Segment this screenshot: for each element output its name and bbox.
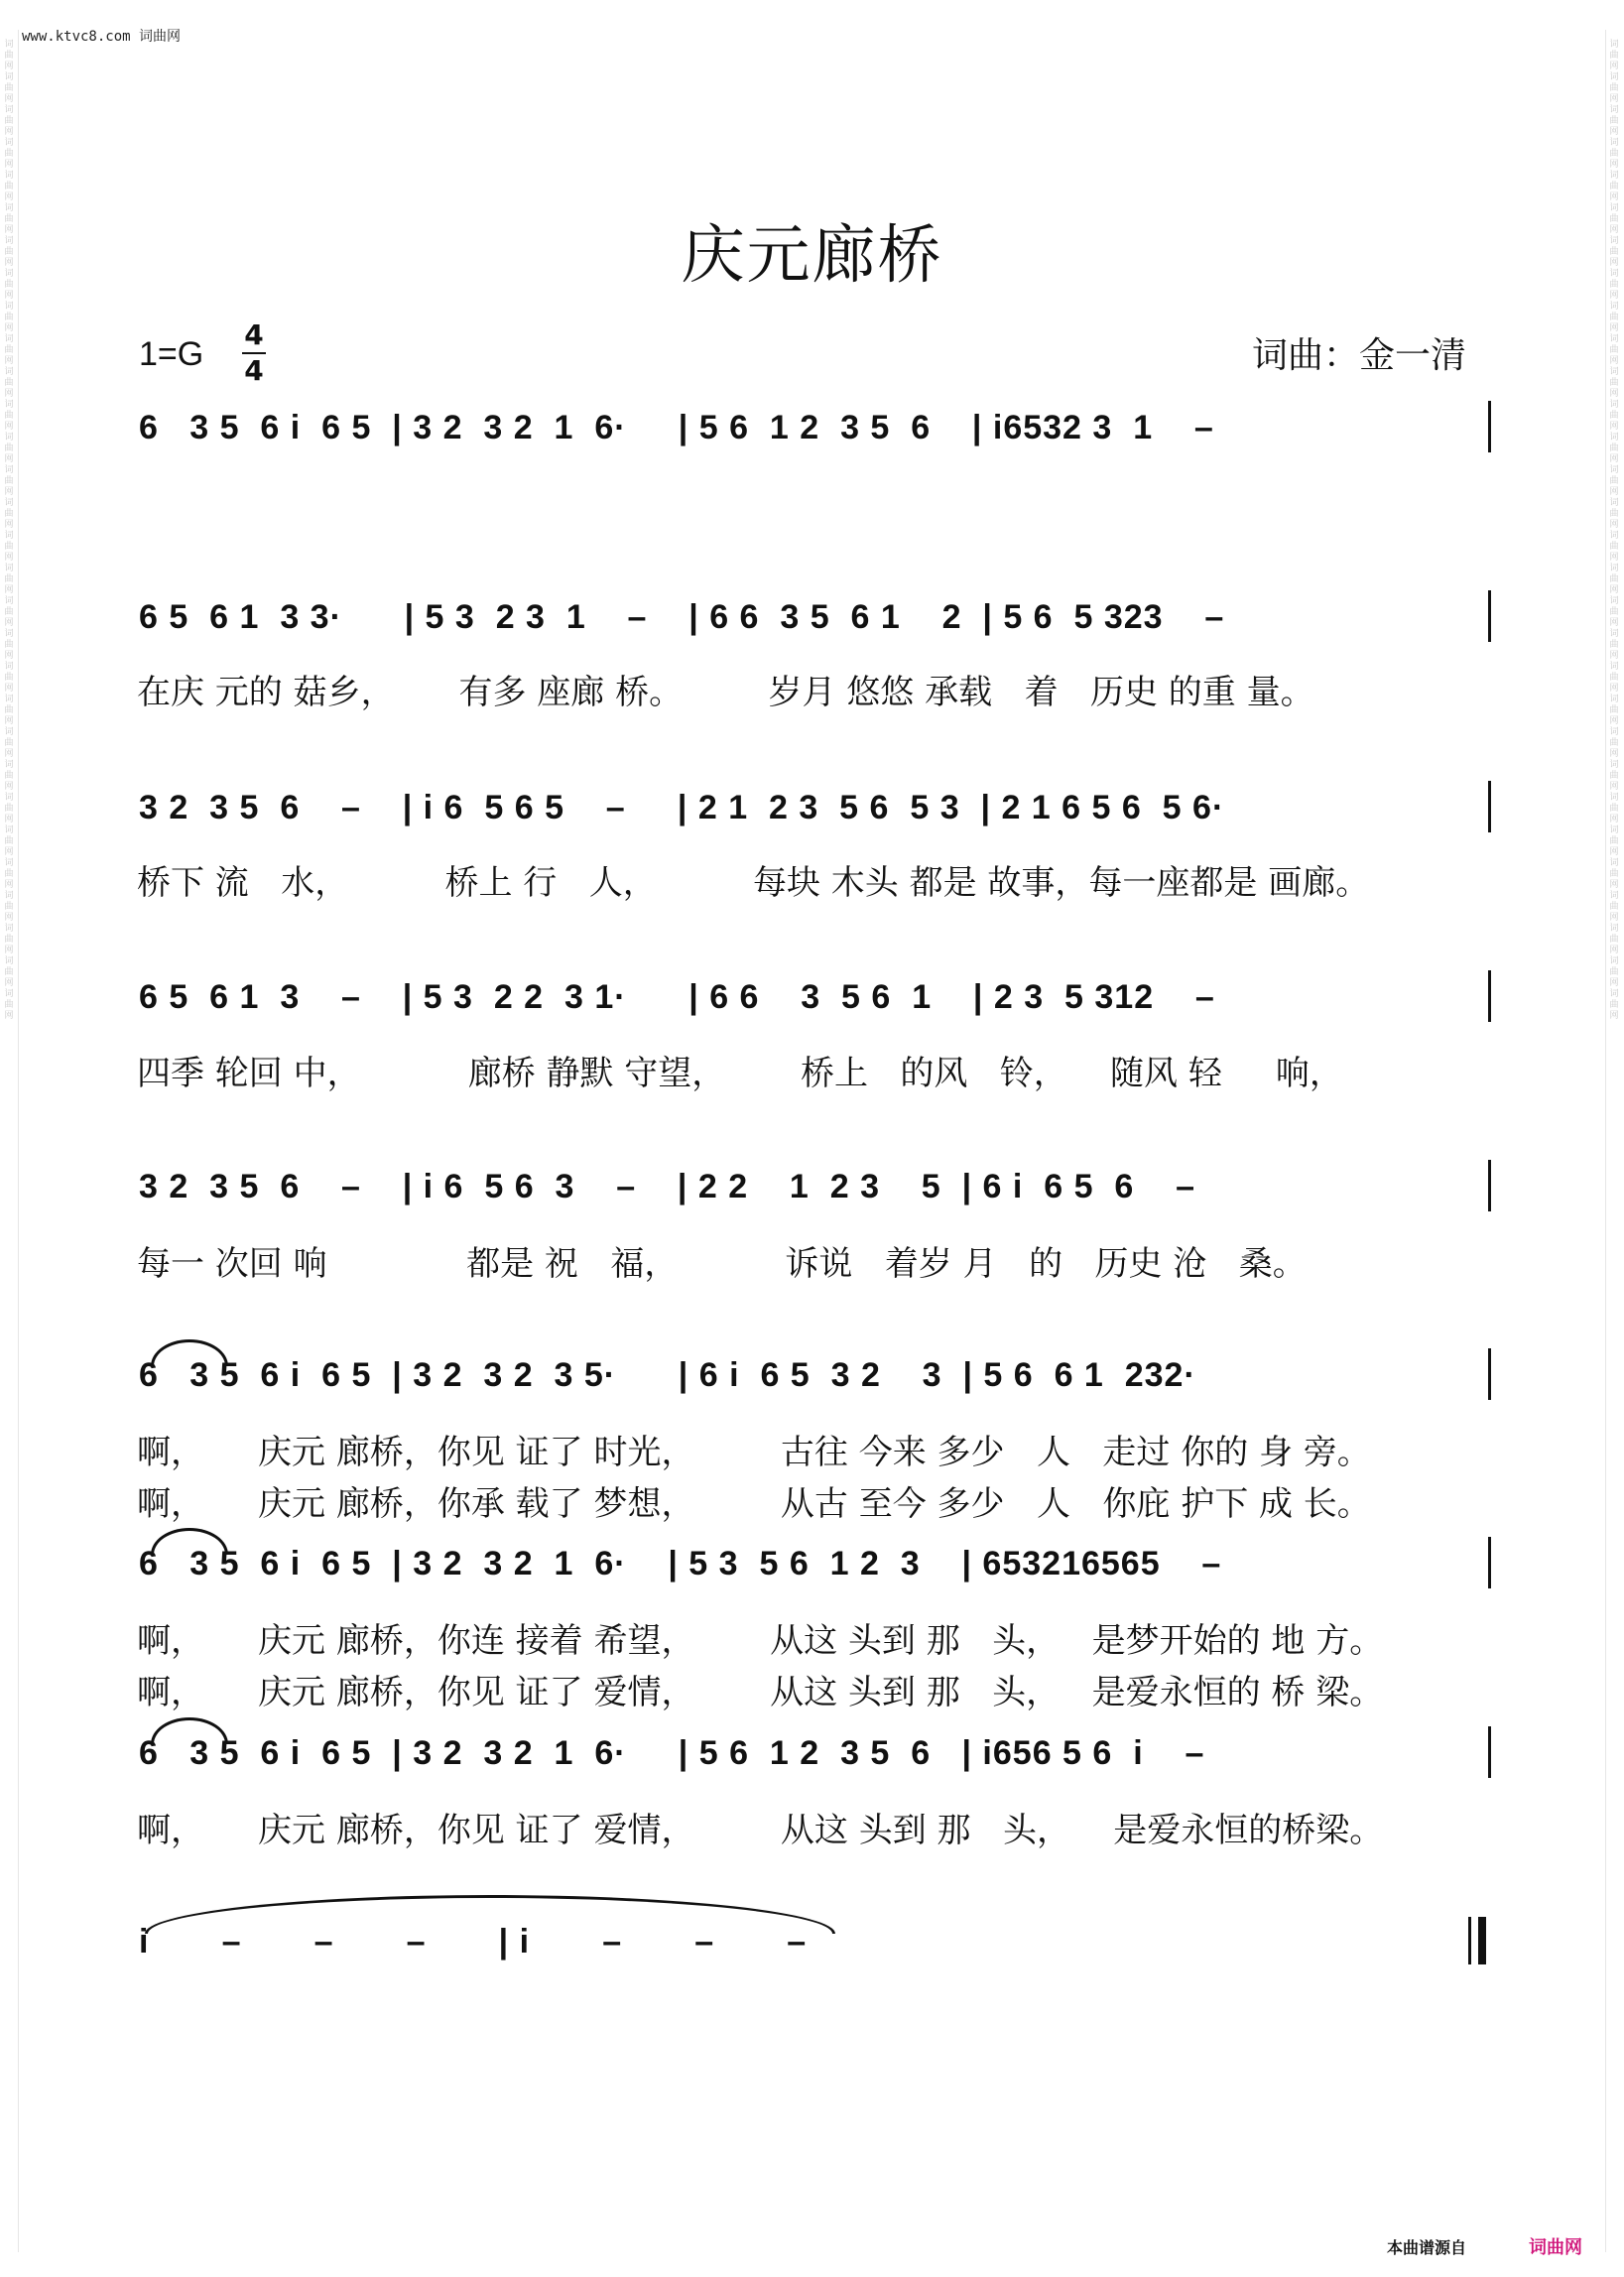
notation-line-1: 6 3 5 6 i 6 5 | 3 2 3 2 1 6· | 5 6 1 2 3 5 6 | i6532 3 1 – <box>139 409 1214 446</box>
site-url: www.ktvc8.com 词曲网 <box>22 29 182 45</box>
watermark-left: 词曲网词曲网词曲网词曲网词曲网词曲网词曲网词曲网词曲网词曲网词曲网词曲网词曲网词曲网词曲网词曲网词曲网词曲网词曲网词曲网词曲网词曲网词曲网词曲网词曲网词曲网词曲网词曲网词曲网词曲网 <box>4 40 14 1021</box>
end-barline-8 <box>1488 1726 1491 1778</box>
lyrics-line-8: 啊， 庆元 廊桥，你见 证了 爱情， 从这 头到 那 头， 是爱永恒的桥梁。 <box>137 1811 1384 1850</box>
final-barline-thick <box>1478 1917 1486 1964</box>
lyrics-line-7b: 啊， 庆元 廊桥，你见 证了 爱情， 从这 头到 那 头， 是爱永恒的 桥 梁。 <box>137 1673 1384 1712</box>
end-barline-2 <box>1488 590 1491 642</box>
time-signature <box>242 319 266 387</box>
lyrics-line-2: 在庆 元的 菇乡， 有多 座廊 桥。 岁月 悠悠 承载 着 历史 的重 量。 <box>137 673 1314 712</box>
final-barline-thin <box>1468 1917 1471 1964</box>
notation-line-7: 6 3 5 6 i 6 5 | 3 2 3 2 1 6· | 5 3 5 6 1 2 3 | 653216565 – <box>139 1545 1222 1582</box>
lyrics-line-5: 每一 次回 响 都是 祝 福， 诉说 着岁 月 的 历史 沧 桑。 <box>137 1244 1307 1284</box>
end-barline-3 <box>1488 781 1491 832</box>
notation-line-4: 6 5 6 1 3 – | 5 3 2 2 3 1· | 6 6 3 5 6 1 | 2 3 5 312 – <box>139 978 1215 1016</box>
end-barline-7 <box>1488 1537 1491 1588</box>
notation-line-5: 3 2 3 5 6 – | i 6 5 6 3 – | 2 2 1 2 3 5 | 6 i 6 5 6 – <box>139 1168 1195 1205</box>
right-margin-line <box>1605 30 1606 2252</box>
time-bottom: 4 <box>244 354 264 387</box>
end-barline-1 <box>1488 401 1491 452</box>
key-signature: 1=G <box>139 335 204 373</box>
credit: 词曲：金一清 <box>1252 335 1467 376</box>
notation-line-9: i – – – | i – – – <box>139 1923 808 1961</box>
end-barline-4 <box>1488 970 1491 1022</box>
notation-line-3: 3 2 3 5 6 – | i 6 5 6 5 – | 2 1 2 3 5 6 5 3 | 2 1 6 5 6 5 6· <box>139 789 1225 826</box>
watermark-right: 词曲网词曲网词曲网词曲网词曲网词曲网词曲网词曲网词曲网词曲网词曲网词曲网词曲网词曲网词曲网词曲网词曲网词曲网词曲网词曲网词曲网词曲网词曲网词曲网词曲网词曲网词曲网词曲网词曲网词曲网 <box>1609 40 1619 1021</box>
end-barline-5 <box>1488 1160 1491 1211</box>
time-top: 4 <box>244 318 264 351</box>
notation-line-8: 6 3 5 6 i 6 5 | 3 2 3 2 1 6· | 5 6 1 2 3 5 6 | i656 5 6 i – <box>139 1734 1205 1772</box>
notation-line-2: 6 5 6 1 3 3· | 5 3 2 3 1 – | 6 6 3 5 6 1 2 | 5 6 5 323 – <box>139 598 1225 636</box>
footer-site-link[interactable]: 词曲网 <box>1529 2237 1582 2257</box>
lyrics-line-3: 桥下 流 水， 桥上 行 人， 每块 木头 都是 故事，每一座都是 画廊。 <box>137 863 1370 903</box>
lyrics-line-7a: 啊， 庆元 廊桥，你连 接着 希望， 从这 头到 那 头， 是梦开始的 地 方。 <box>137 1621 1384 1661</box>
left-margin-line <box>18 30 19 2252</box>
song-title: 庆元廊桥 <box>681 219 943 293</box>
notation-line-6: 6 3 5 6 i 6 5 | 3 2 3 2 3 5· | 6 i 6 5 3 2 3 | 5 6 6 1 232· <box>139 1356 1196 1394</box>
lyrics-line-4: 四季 轮回 中， 廊桥 静默 守望， 桥上 的风 铃， 随风 轻 响， <box>137 1054 1343 1093</box>
lyrics-line-6a: 啊， 庆元 廊桥，你见 证了 时光， 古往 今来 多少 人 走过 你的 身 旁。 <box>137 1433 1371 1472</box>
lyrics-line-6b: 啊， 庆元 廊桥，你承 载了 梦想， 从古 至今 多少 人 你庇 护下 成 长。 <box>137 1484 1371 1524</box>
end-barline-6 <box>1488 1348 1491 1400</box>
footer-source: 本曲谱源自 <box>1387 2240 1467 2257</box>
